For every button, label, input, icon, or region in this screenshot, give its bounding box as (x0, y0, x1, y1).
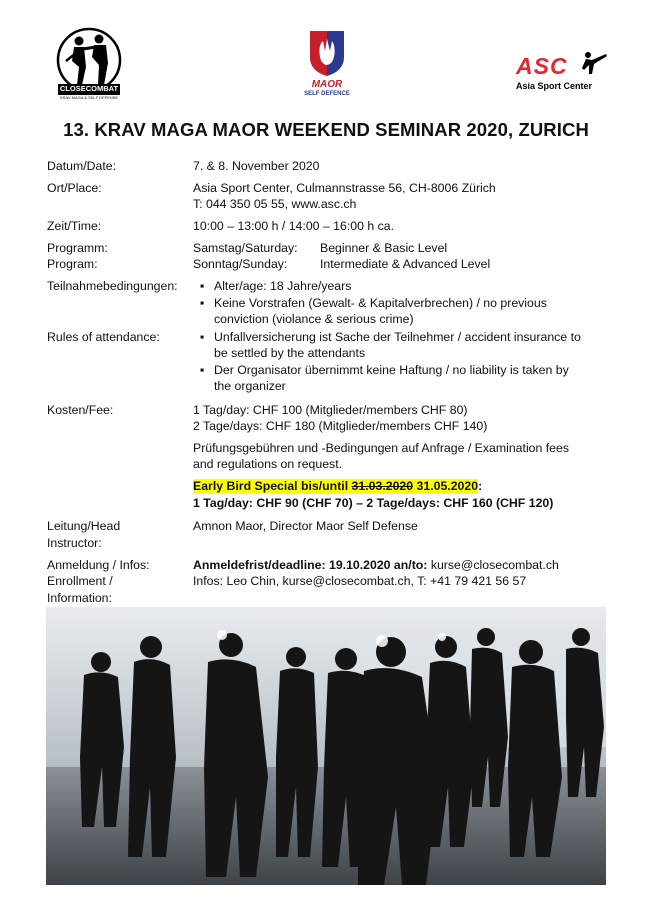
rules-label: Rules of attendance: (47, 330, 160, 344)
lead-value: Amnon Maor, Director Maor Self Defense (193, 519, 418, 533)
information-label: Information: (47, 591, 112, 605)
program-label: Program: (47, 257, 98, 271)
place-contact: T: 044 350 05 55, www.asc.ch (193, 197, 357, 211)
maor-logo (296, 27, 358, 101)
asc-logo (514, 54, 608, 96)
enrollment-label: Enrollment / (47, 574, 113, 588)
early-bird-new-date: 31.05.2020 (413, 479, 479, 493)
registration-label: Anmeldung / Infos: (47, 558, 150, 572)
exam-fees-line2: and regulations on request. (193, 457, 343, 471)
conditions-label: Teilnahmebedingungen: (47, 279, 178, 293)
bullet-icon: ▪ (200, 330, 205, 344)
time-value: 10:00 – 13:00 h / 14:00 – 16:00 h ca. (193, 219, 395, 233)
registration-deadline: Anmeldefrist/deadline: 19.10.2020 an/to: kurse@closecombat.ch (193, 558, 559, 572)
early-bird-old-date: 31.03.2020 (351, 479, 414, 493)
place-label: Ort/Place: (47, 181, 102, 195)
early-bird-prefix: Early Bird Special bis/until (193, 479, 352, 493)
sunday-level: Intermediate & Advanced Level (320, 257, 491, 271)
asc-logo-letters: ASC (516, 53, 568, 79)
asc-logo-sub: Asia Sport Center (516, 81, 593, 91)
page-title: 13. KRAV MAGA MAOR WEEKEND SEMINAR 2020, ZURICH (63, 119, 589, 140)
closecombat-logo-sub: KRAV MAGA & SELF DEFENSE (59, 95, 119, 100)
registration-email: kurse@closecombat.ch (427, 558, 559, 572)
lead-label-2: Instructor: (47, 536, 102, 550)
early-bird-banner: Early Bird Special bis/until 31.03.2020 31.05.2020: (193, 479, 483, 493)
saturday-label: Samstag/Saturday: (193, 241, 298, 255)
maor-logo-sub: SELF DEFENCE (304, 91, 350, 97)
exam-fees-line1: Prüfungsgebühren und -Bedingungen auf Anfrage / Examination fees (193, 441, 570, 455)
saturday-level: Beginner & Basic Level (320, 241, 448, 255)
maor-logo-name: MAOR (311, 79, 343, 90)
fee-label: Kosten/Fee: (47, 403, 114, 417)
closecombat-logo (52, 27, 126, 101)
bullet-icon: ▪ (200, 363, 205, 377)
sunday-label: Sonntag/Sunday: (193, 257, 288, 271)
place-address: Asia Sport Center, Culmannstrasse 56, CH-8006 Zürich (193, 181, 496, 195)
kick-figure-icon (580, 50, 608, 76)
programm-label: Programm: (47, 241, 108, 255)
early-bird-prices: 1 Tag/day: CHF 90 (CHF 70) – 2 Tage/days: CHF 160 (CHF 120) (193, 496, 554, 510)
closecombat-logo-text: CLOSECOMBAT (59, 84, 119, 93)
fee-one-day: 1 Tag/day: CHF 100 (Mitglieder/members CHF 80) (193, 403, 468, 417)
fee-two-days: 2 Tage/days: CHF 180 (Mitglieder/members CHF 140) (193, 419, 488, 433)
date-label: Datum/Date: (47, 159, 117, 173)
bullet-icon: ▪ (200, 279, 205, 293)
date-value: 7. & 8. November 2020 (193, 159, 320, 173)
training-photo (46, 607, 606, 885)
bullet-icon: ▪ (200, 296, 205, 310)
time-label: Zeit/Time: (47, 219, 102, 233)
lead-label: Leitung/Head (47, 519, 121, 533)
registration-info: Infos: Leo Chin, kurse@closecombat.ch, T: +41 79 421 56 57 (193, 574, 527, 588)
